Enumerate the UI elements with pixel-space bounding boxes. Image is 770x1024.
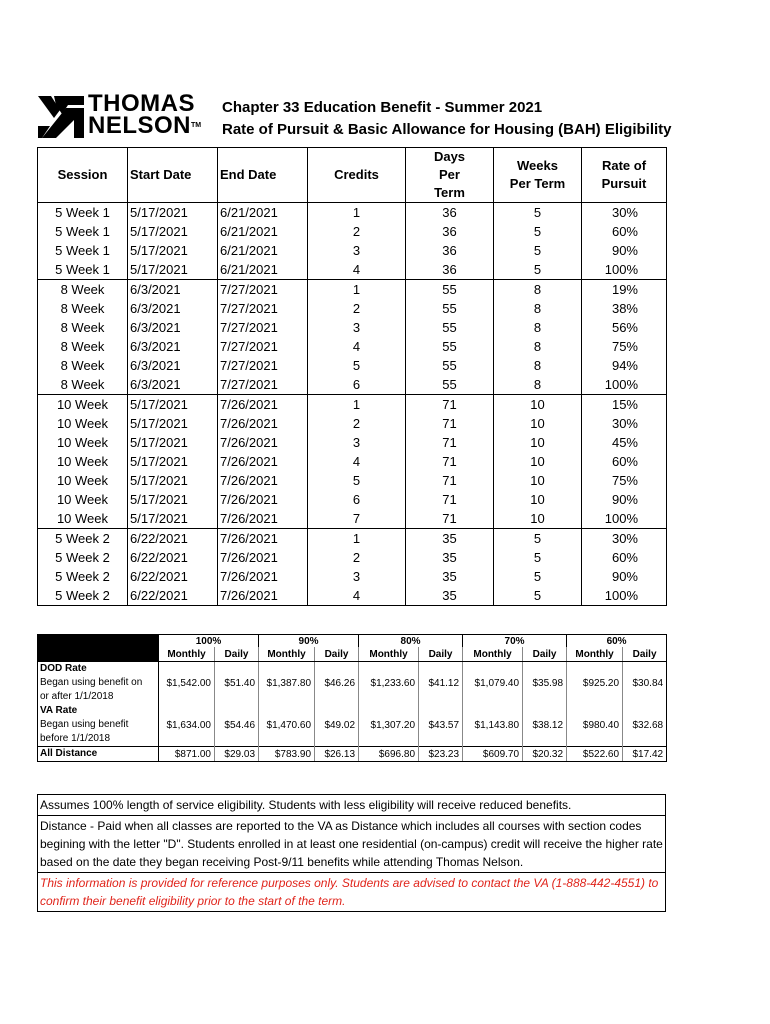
col-header-rate-of-pursuit: Rate of Pursuit bbox=[582, 148, 667, 203]
cell-session: 10 Week bbox=[38, 395, 128, 415]
bah-rate-90: 90% bbox=[259, 635, 359, 648]
cell-credits: 6 bbox=[308, 375, 406, 395]
cell-end-date: 7/27/2021 bbox=[218, 375, 308, 395]
table-row bbox=[38, 375, 667, 395]
cell-end-date: 7/26/2021 bbox=[218, 471, 308, 490]
cell-credits: 4 bbox=[308, 337, 406, 356]
bah-va-value: $980.40 bbox=[567, 704, 623, 747]
cell-credits: 7 bbox=[308, 509, 406, 529]
bah-va-value: $49.02 bbox=[315, 704, 359, 747]
cell-weeks-per-term: 5 bbox=[494, 260, 582, 280]
bah-dod-value: $46.26 bbox=[315, 662, 359, 705]
cell-credits: 2 bbox=[308, 222, 406, 241]
cell-session: 8 Week bbox=[38, 375, 128, 395]
bah-corner-cell bbox=[38, 635, 159, 662]
title-line-2: Rate of Pursuit & Basic Allowance for Housing (BAH) Eligibility bbox=[222, 121, 672, 138]
bah-distance-value: $20.32 bbox=[523, 747, 567, 762]
bah-va-value: $43.57 bbox=[419, 704, 463, 747]
bah-subheader-daily: Daily bbox=[623, 647, 667, 662]
cell-rate-of-pursuit: 75% bbox=[582, 337, 667, 356]
bah-subheader-monthly: Monthly bbox=[567, 647, 623, 662]
cell-days-per-term: 36 bbox=[406, 260, 494, 280]
bah-dod-value: $1,542.00 bbox=[159, 662, 215, 705]
cell-start-date: 6/3/2021 bbox=[128, 299, 218, 318]
logo-mark-icon bbox=[38, 96, 84, 138]
cell-end-date: 7/26/2021 bbox=[218, 395, 308, 415]
cell-session: 8 Week bbox=[38, 299, 128, 318]
cell-end-date: 7/27/2021 bbox=[218, 337, 308, 356]
cell-weeks-per-term: 5 bbox=[494, 241, 582, 260]
cell-session: 10 Week bbox=[38, 471, 128, 490]
bah-va-label-cell bbox=[38, 704, 159, 747]
bah-distance-value: $871.00 bbox=[159, 747, 215, 762]
cell-session: 5 Week 1 bbox=[38, 260, 128, 280]
table-row bbox=[38, 318, 667, 337]
table-row bbox=[38, 203, 667, 223]
bah-distance-value: $26.13 bbox=[315, 747, 359, 762]
cell-days-per-term: 71 bbox=[406, 433, 494, 452]
bah-subheader-daily: Daily bbox=[419, 647, 463, 662]
cell-days-per-term: 55 bbox=[406, 337, 494, 356]
table-row bbox=[38, 414, 667, 433]
cell-weeks-per-term: 8 bbox=[494, 318, 582, 337]
cell-days-per-term: 55 bbox=[406, 375, 494, 395]
note-eligibility: Assumes 100% length of service eligibility. Students with less eligibility will receive reduced benefits. bbox=[40, 798, 572, 812]
cell-rate-of-pursuit: 19% bbox=[582, 280, 667, 300]
cell-credits: 4 bbox=[308, 586, 406, 606]
cell-weeks-per-term: 5 bbox=[494, 548, 582, 567]
bah-distance-value: $783.90 bbox=[259, 747, 315, 762]
cell-session: 10 Week bbox=[38, 414, 128, 433]
bah-subheader-daily: Daily bbox=[315, 647, 359, 662]
cell-weeks-per-term: 10 bbox=[494, 509, 582, 529]
bah-subheader-daily: Daily bbox=[523, 647, 567, 662]
cell-days-per-term: 55 bbox=[406, 318, 494, 337]
cell-credits: 4 bbox=[308, 260, 406, 280]
cell-credits: 2 bbox=[308, 299, 406, 318]
cell-session: 5 Week 2 bbox=[38, 529, 128, 549]
logo-trademark: TM bbox=[191, 122, 202, 129]
bah-distance-value: $17.42 bbox=[623, 747, 667, 762]
bah-dod-value: $925.20 bbox=[567, 662, 623, 705]
cell-session: 5 Week 1 bbox=[38, 222, 128, 241]
cell-end-date: 7/26/2021 bbox=[218, 433, 308, 452]
cell-weeks-per-term: 5 bbox=[494, 222, 582, 241]
cell-end-date: 7/26/2021 bbox=[218, 586, 308, 606]
bah-subheader-monthly: Monthly bbox=[259, 647, 315, 662]
cell-rate-of-pursuit: 60% bbox=[582, 222, 667, 241]
table-row bbox=[38, 433, 667, 452]
col-header-start-date: Start Date bbox=[128, 148, 218, 203]
cell-weeks-per-term: 5 bbox=[494, 529, 582, 549]
bah-rate-60: 60% bbox=[567, 635, 667, 648]
cell-credits: 1 bbox=[308, 203, 406, 223]
col-header-weeks-per-term: Weeks Per Term bbox=[494, 148, 582, 203]
bah-dod-value: $30.84 bbox=[623, 662, 667, 705]
col-header-session: Session bbox=[38, 148, 128, 203]
bah-dod-label-cell bbox=[38, 662, 159, 705]
bah-dod-value: $1,233.60 bbox=[359, 662, 419, 705]
cell-rate-of-pursuit: 100% bbox=[582, 375, 667, 395]
cell-session: 8 Week bbox=[38, 337, 128, 356]
table-row bbox=[38, 471, 667, 490]
cell-rate-of-pursuit: 94% bbox=[582, 356, 667, 375]
cell-end-date: 7/26/2021 bbox=[218, 509, 308, 529]
cell-days-per-term: 71 bbox=[406, 395, 494, 415]
cell-credits: 1 bbox=[308, 529, 406, 549]
bah-rate-70: 70% bbox=[463, 635, 567, 648]
bah-dod-value: $41.12 bbox=[419, 662, 463, 705]
cell-end-date: 7/26/2021 bbox=[218, 567, 308, 586]
cell-days-per-term: 35 bbox=[406, 548, 494, 567]
cell-end-date: 6/21/2021 bbox=[218, 241, 308, 260]
cell-credits: 1 bbox=[308, 280, 406, 300]
cell-end-date: 7/27/2021 bbox=[218, 356, 308, 375]
table-row bbox=[38, 509, 667, 529]
bah-dod-row bbox=[38, 662, 667, 705]
cell-weeks-per-term: 10 bbox=[494, 471, 582, 490]
bah-distance-label: All Distance bbox=[38, 747, 159, 762]
notes-box bbox=[37, 794, 666, 912]
cell-weeks-per-term: 8 bbox=[494, 356, 582, 375]
cell-credits: 3 bbox=[308, 433, 406, 452]
cell-rate-of-pursuit: 45% bbox=[582, 433, 667, 452]
cell-weeks-per-term: 10 bbox=[494, 452, 582, 471]
cell-rate-of-pursuit: 30% bbox=[582, 529, 667, 549]
cell-start-date: 5/17/2021 bbox=[128, 490, 218, 509]
cell-weeks-per-term: 10 bbox=[494, 433, 582, 452]
cell-days-per-term: 36 bbox=[406, 241, 494, 260]
cell-end-date: 7/26/2021 bbox=[218, 548, 308, 567]
bah-distance-value: $23.23 bbox=[419, 747, 463, 762]
cell-end-date: 7/26/2021 bbox=[218, 490, 308, 509]
cell-session: 10 Week bbox=[38, 490, 128, 509]
bah-distance-value: $609.70 bbox=[463, 747, 523, 762]
cell-session: 10 Week bbox=[38, 433, 128, 452]
table-row bbox=[38, 280, 667, 300]
table-row bbox=[38, 299, 667, 318]
cell-weeks-per-term: 5 bbox=[494, 586, 582, 606]
cell-end-date: 6/21/2021 bbox=[218, 203, 308, 223]
cell-days-per-term: 71 bbox=[406, 471, 494, 490]
bah-va-label: VA Rate bbox=[40, 705, 78, 716]
cell-session: 5 Week 2 bbox=[38, 548, 128, 567]
cell-start-date: 5/17/2021 bbox=[128, 241, 218, 260]
cell-start-date: 6/22/2021 bbox=[128, 529, 218, 549]
logo-line-1: THOMAS bbox=[88, 90, 195, 117]
bah-distance-row bbox=[38, 747, 667, 762]
logo-line-2: NELSON bbox=[88, 112, 192, 139]
bah-va-value: $38.12 bbox=[523, 704, 567, 747]
cell-days-per-term: 35 bbox=[406, 529, 494, 549]
cell-rate-of-pursuit: 30% bbox=[582, 203, 667, 223]
bah-va-value: $32.68 bbox=[623, 704, 667, 747]
cell-days-per-term: 55 bbox=[406, 299, 494, 318]
cell-days-per-term: 71 bbox=[406, 509, 494, 529]
bah-dod-value: $35.98 bbox=[523, 662, 567, 705]
cell-days-per-term: 36 bbox=[406, 203, 494, 223]
cell-start-date: 6/22/2021 bbox=[128, 548, 218, 567]
cell-session: 5 Week 1 bbox=[38, 203, 128, 223]
cell-start-date: 6/22/2021 bbox=[128, 586, 218, 606]
cell-rate-of-pursuit: 56% bbox=[582, 318, 667, 337]
bah-rate-header-row bbox=[38, 635, 667, 648]
cell-rate-of-pursuit: 100% bbox=[582, 586, 667, 606]
bah-va-desc-2: before 1/1/2018 bbox=[40, 733, 111, 744]
cell-weeks-per-term: 10 bbox=[494, 395, 582, 415]
cell-rate-of-pursuit: 90% bbox=[582, 490, 667, 509]
cell-rate-of-pursuit: 60% bbox=[582, 548, 667, 567]
cell-credits: 3 bbox=[308, 241, 406, 260]
cell-days-per-term: 55 bbox=[406, 280, 494, 300]
cell-credits: 2 bbox=[308, 548, 406, 567]
cell-session: 8 Week bbox=[38, 356, 128, 375]
bah-subheader-monthly: Monthly bbox=[463, 647, 523, 662]
cell-end-date: 6/21/2021 bbox=[218, 222, 308, 241]
table-row bbox=[38, 452, 667, 471]
bah-rates-table bbox=[37, 634, 667, 762]
cell-credits: 3 bbox=[308, 567, 406, 586]
cell-days-per-term: 55 bbox=[406, 356, 494, 375]
cell-days-per-term: 36 bbox=[406, 222, 494, 241]
cell-credits: 2 bbox=[308, 414, 406, 433]
cell-weeks-per-term: 10 bbox=[494, 490, 582, 509]
cell-start-date: 6/3/2021 bbox=[128, 280, 218, 300]
col-header-end-date: End Date bbox=[218, 148, 308, 203]
cell-rate-of-pursuit: 30% bbox=[582, 414, 667, 433]
bah-va-desc-1: Began using benefit bbox=[40, 719, 129, 730]
bah-va-row bbox=[38, 704, 667, 747]
bah-va-value: $1,307.20 bbox=[359, 704, 419, 747]
cell-end-date: 7/26/2021 bbox=[218, 452, 308, 471]
cell-rate-of-pursuit: 100% bbox=[582, 509, 667, 529]
cell-weeks-per-term: 8 bbox=[494, 280, 582, 300]
cell-days-per-term: 71 bbox=[406, 414, 494, 433]
cell-session: 8 Week bbox=[38, 280, 128, 300]
cell-start-date: 6/3/2021 bbox=[128, 375, 218, 395]
cell-credits: 1 bbox=[308, 395, 406, 415]
cell-end-date: 7/26/2021 bbox=[218, 529, 308, 549]
table-row bbox=[38, 395, 667, 415]
bah-subheader-monthly: Monthly bbox=[159, 647, 215, 662]
cell-weeks-per-term: 8 bbox=[494, 375, 582, 395]
cell-start-date: 5/17/2021 bbox=[128, 260, 218, 280]
rate-of-pursuit-table bbox=[37, 147, 667, 606]
cell-weeks-per-term: 5 bbox=[494, 203, 582, 223]
cell-session: 5 Week 2 bbox=[38, 586, 128, 606]
cell-session: 10 Week bbox=[38, 452, 128, 471]
table-row bbox=[38, 260, 667, 280]
cell-credits: 4 bbox=[308, 452, 406, 471]
cell-start-date: 5/17/2021 bbox=[128, 203, 218, 223]
cell-start-date: 5/17/2021 bbox=[128, 452, 218, 471]
table-row bbox=[38, 241, 667, 260]
table-row bbox=[38, 490, 667, 509]
cell-rate-of-pursuit: 15% bbox=[582, 395, 667, 415]
table-row bbox=[38, 337, 667, 356]
cell-start-date: 6/3/2021 bbox=[128, 318, 218, 337]
cell-rate-of-pursuit: 90% bbox=[582, 567, 667, 586]
cell-start-date: 5/17/2021 bbox=[128, 395, 218, 415]
cell-end-date: 7/27/2021 bbox=[218, 280, 308, 300]
cell-weeks-per-term: 8 bbox=[494, 299, 582, 318]
table-row bbox=[38, 529, 667, 549]
bah-distance-value: $29.03 bbox=[215, 747, 259, 762]
thomas-nelson-logo bbox=[38, 90, 210, 139]
cell-days-per-term: 35 bbox=[406, 586, 494, 606]
cell-days-per-term: 71 bbox=[406, 452, 494, 471]
cell-credits: 3 bbox=[308, 318, 406, 337]
logo-wordmark bbox=[88, 90, 202, 139]
cell-session: 5 Week 2 bbox=[38, 567, 128, 586]
bah-rate-80: 80% bbox=[359, 635, 463, 648]
table-header-row bbox=[38, 148, 667, 203]
bah-distance-value: $696.80 bbox=[359, 747, 419, 762]
bah-dod-label: DOD Rate bbox=[40, 663, 87, 674]
bah-dod-desc-1: Began using benefit on bbox=[40, 677, 143, 688]
bah-va-value: $1,143.80 bbox=[463, 704, 523, 747]
cell-weeks-per-term: 5 bbox=[494, 567, 582, 586]
bah-va-value: $1,470.60 bbox=[259, 704, 315, 747]
bah-va-value: $1,634.00 bbox=[159, 704, 215, 747]
table-row bbox=[38, 222, 667, 241]
cell-start-date: 5/17/2021 bbox=[128, 509, 218, 529]
table-row bbox=[38, 567, 667, 586]
cell-start-date: 5/17/2021 bbox=[128, 433, 218, 452]
bah-subheader-daily: Daily bbox=[215, 647, 259, 662]
bah-distance-value: $522.60 bbox=[567, 747, 623, 762]
cell-credits: 5 bbox=[308, 356, 406, 375]
note-disclaimer: This information is provided for reference purposes only. Students are advised to contact the VA (1-888-442-4551) to confirm their benefit eligibility prior to the start of the term. bbox=[38, 872, 665, 911]
cell-start-date: 6/22/2021 bbox=[128, 567, 218, 586]
document-title bbox=[222, 97, 672, 141]
cell-session: 8 Week bbox=[38, 318, 128, 337]
cell-start-date: 5/17/2021 bbox=[128, 414, 218, 433]
cell-start-date: 5/17/2021 bbox=[128, 222, 218, 241]
col-header-credits: Credits bbox=[308, 148, 406, 203]
cell-start-date: 6/3/2021 bbox=[128, 356, 218, 375]
cell-rate-of-pursuit: 100% bbox=[582, 260, 667, 280]
table-row bbox=[38, 356, 667, 375]
bah-subheader-monthly: Monthly bbox=[359, 647, 419, 662]
cell-rate-of-pursuit: 75% bbox=[582, 471, 667, 490]
cell-rate-of-pursuit: 60% bbox=[582, 452, 667, 471]
bah-va-value: $54.46 bbox=[215, 704, 259, 747]
cell-rate-of-pursuit: 90% bbox=[582, 241, 667, 260]
table-row bbox=[38, 548, 667, 567]
cell-days-per-term: 35 bbox=[406, 567, 494, 586]
cell-days-per-term: 71 bbox=[406, 490, 494, 509]
cell-end-date: 7/26/2021 bbox=[218, 414, 308, 433]
cell-start-date: 6/3/2021 bbox=[128, 337, 218, 356]
bah-dod-value: $1,079.40 bbox=[463, 662, 523, 705]
cell-credits: 6 bbox=[308, 490, 406, 509]
cell-end-date: 6/21/2021 bbox=[218, 260, 308, 280]
bah-dod-desc-2: or after 1/1/2018 bbox=[40, 691, 114, 702]
bah-dod-value: $51.40 bbox=[215, 662, 259, 705]
col-header-days-per-term: Days Per Term bbox=[406, 148, 494, 203]
cell-end-date: 7/27/2021 bbox=[218, 299, 308, 318]
cell-session: 10 Week bbox=[38, 509, 128, 529]
cell-start-date: 5/17/2021 bbox=[128, 471, 218, 490]
cell-weeks-per-term: 8 bbox=[494, 337, 582, 356]
cell-end-date: 7/27/2021 bbox=[218, 318, 308, 337]
bah-dod-value: $1,387.80 bbox=[259, 662, 315, 705]
cell-weeks-per-term: 10 bbox=[494, 414, 582, 433]
cell-rate-of-pursuit: 38% bbox=[582, 299, 667, 318]
cell-session: 5 Week 1 bbox=[38, 241, 128, 260]
bah-rate-100: 100% bbox=[159, 635, 259, 648]
cell-credits: 5 bbox=[308, 471, 406, 490]
title-line-1: Chapter 33 Education Benefit - Summer 2021 bbox=[222, 99, 543, 116]
table-row bbox=[38, 586, 667, 606]
note-distance: Distance - Paid when all classes are reported to the VA as Distance which includes all courses with section codes begining with the letter "D". Students enrolled in at least one residential (on-campus) credit will receive the higher rate based on the date they began receiving Post-9/11 benefits while attending Thomas Nelson. bbox=[38, 815, 665, 872]
